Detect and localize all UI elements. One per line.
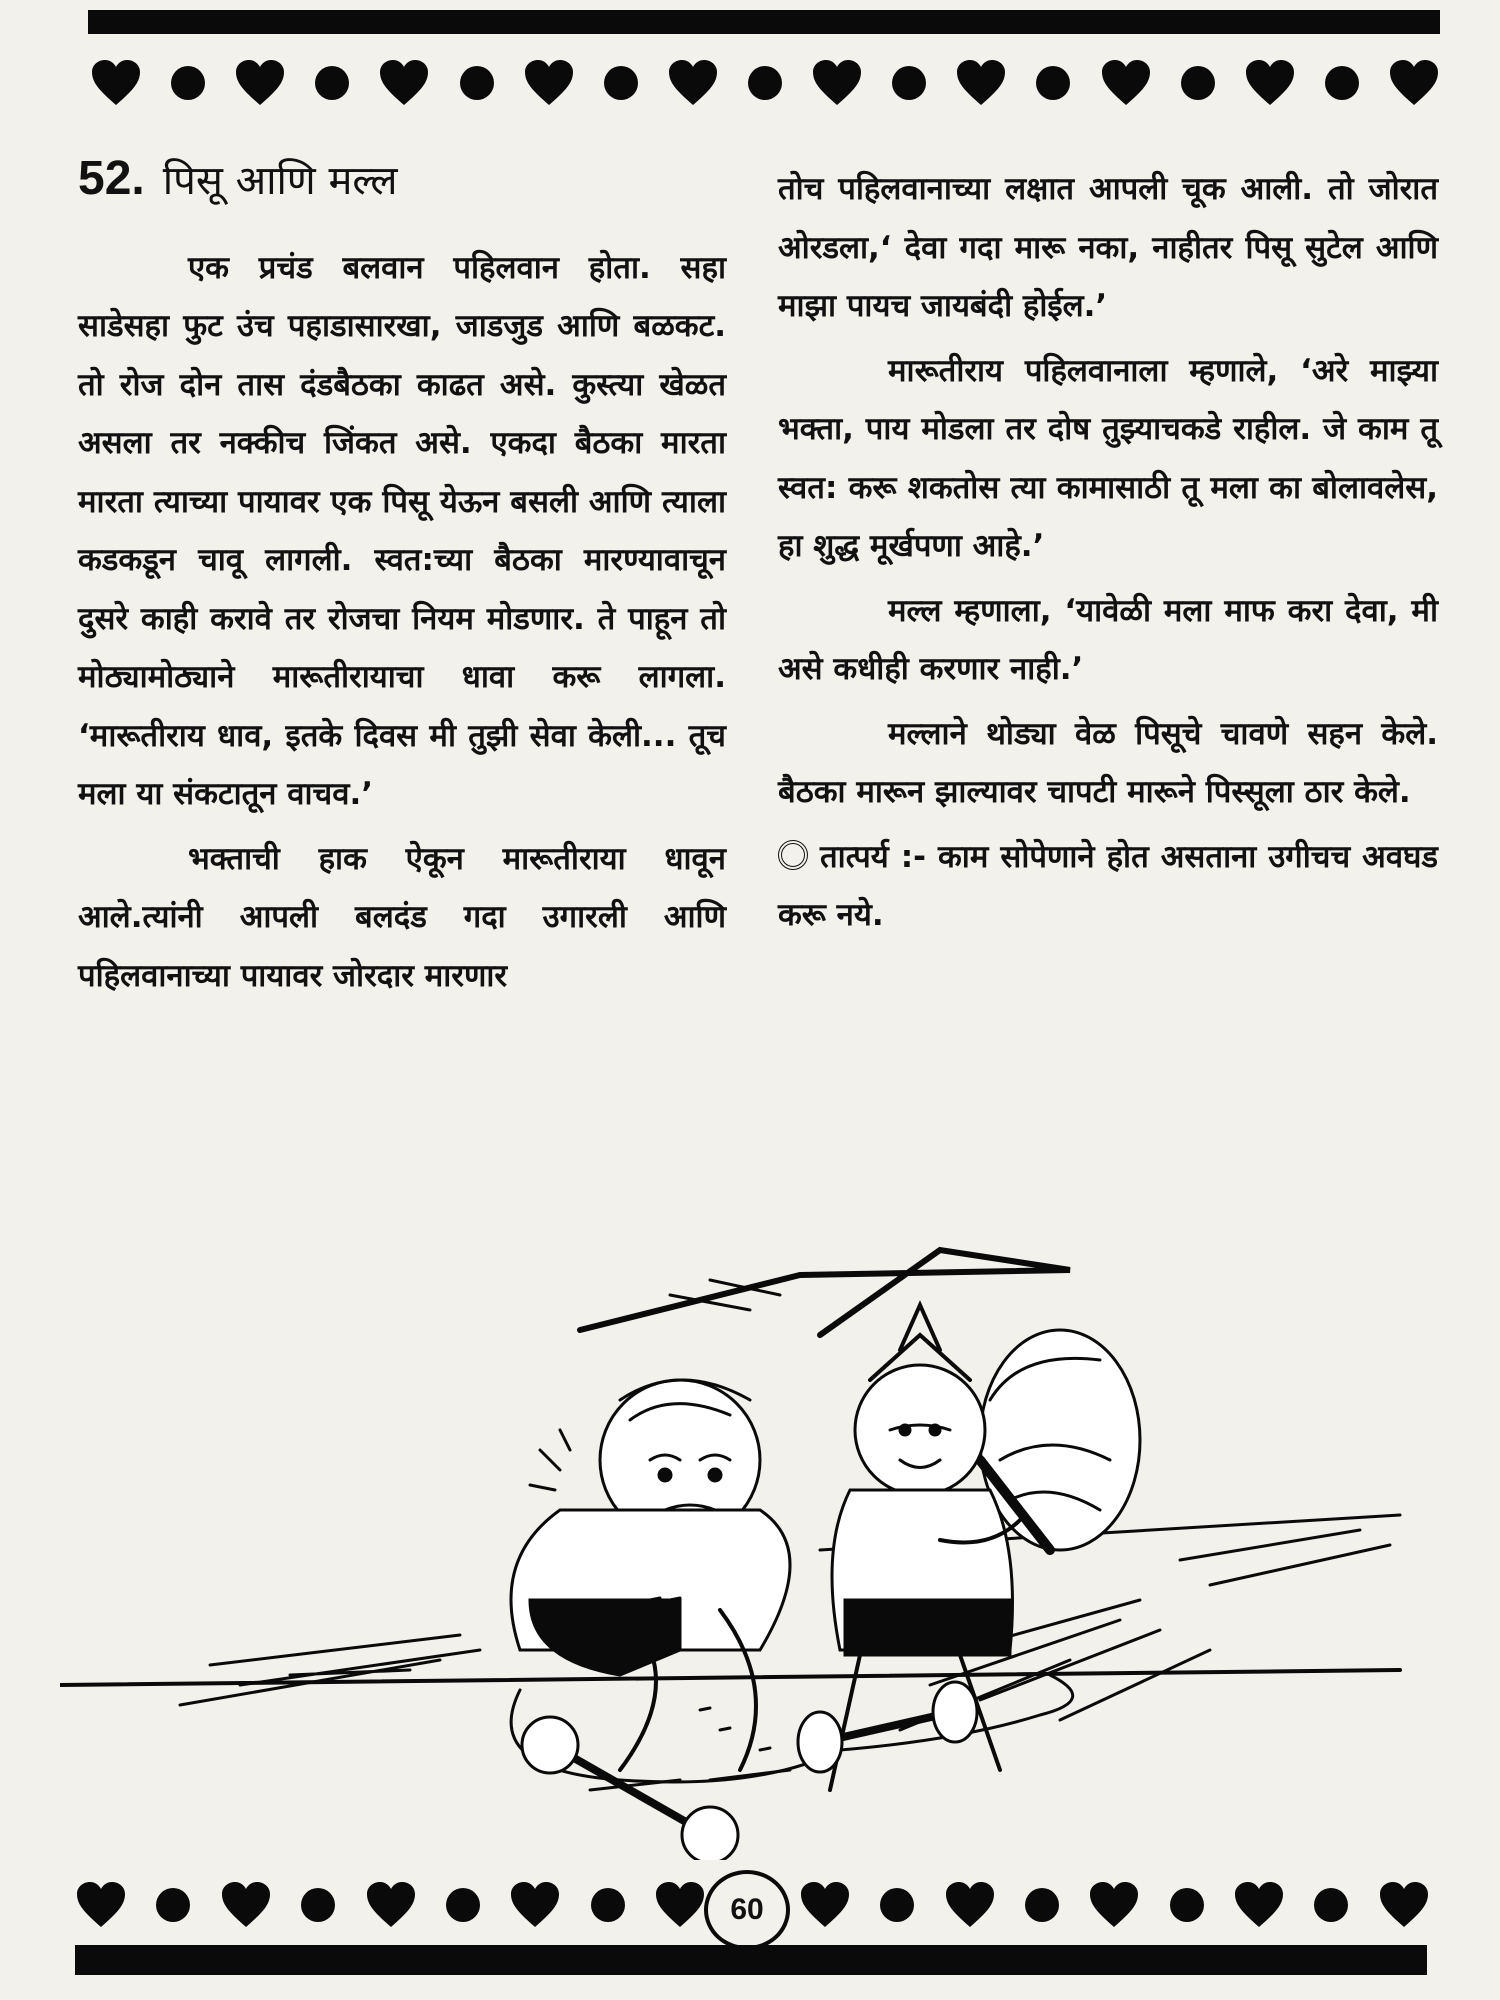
right-column bbox=[778, 160, 1438, 949]
page-number: 60 bbox=[704, 1870, 790, 1950]
heart-icon bbox=[1088, 1881, 1140, 1929]
heart-icon bbox=[811, 59, 863, 107]
dot-icon bbox=[1025, 1888, 1059, 1922]
heart-icon bbox=[365, 1881, 417, 1929]
dot-icon bbox=[460, 66, 494, 100]
paragraph: मारूतीराय पहिलवानाला म्हणाले, ‘अरे माझ्या भक्ता, पाय मोडला तर दोष तुझ्याचकडे राहील. जे काम तू स्वत: करू शकतोस त्या कामासाठी तू मला का बोलावलेस, हा शुद्ध मूर्खपणा आहे.’ bbox=[778, 352, 1438, 564]
heart-icon bbox=[509, 1881, 561, 1929]
moral bbox=[778, 828, 1438, 945]
heart-icon bbox=[234, 59, 286, 107]
heart-icon bbox=[220, 1881, 272, 1929]
left-column bbox=[78, 150, 726, 1009]
heart-icon bbox=[1388, 59, 1440, 107]
heart-icon bbox=[654, 1881, 706, 1929]
heart-icon bbox=[944, 1881, 996, 1929]
dot-icon bbox=[171, 66, 205, 100]
dot-icon bbox=[1036, 66, 1070, 100]
paragraph: मल्लाने थोड्या वेळ पिसूचे चावणे सहन केले. बैठका मारून झाल्यावर चापटी मारूने पिस्सूला ठार केले. bbox=[778, 715, 1438, 810]
heart-icon bbox=[1100, 59, 1152, 107]
paragraph: भक्ताची हाक ऐकून मारूतीराया धावून आले.त्यांनी आपली बलदंड गदा उगारली आणि पहिलवानाच्या पायावर जोरदार मारणार bbox=[78, 840, 726, 994]
wrestler-and-maruti-illustration bbox=[60, 1130, 1440, 1860]
heart-icon bbox=[378, 59, 430, 107]
dot-icon bbox=[446, 1888, 480, 1922]
heart-icon bbox=[955, 59, 1007, 107]
dot-icon bbox=[1170, 1888, 1204, 1922]
heart-icon bbox=[90, 59, 142, 107]
story-title-text: पिसू आणि मल्ल bbox=[162, 158, 398, 204]
heart-icon bbox=[1233, 1881, 1285, 1929]
dot-icon bbox=[604, 66, 638, 100]
heart-icon bbox=[1378, 1881, 1430, 1929]
moral-text: तात्पर्य :- काम सोपेणाने होत असताना उगीचच अवघड करू नये. bbox=[778, 838, 1438, 933]
dot-icon bbox=[156, 1888, 190, 1922]
top-rule bbox=[88, 10, 1440, 34]
dot-icon bbox=[1181, 66, 1215, 100]
paragraph: तोच पहिलवानाच्या लक्षात आपली चूक आली. तो जोरात ओरडला,‘ देवा गदा मारू नका, नाहीतर पिसू सुटेल आणि माझा पायच जायबंदी होईल.’ bbox=[778, 171, 1438, 324]
heart-icon bbox=[799, 1881, 851, 1929]
dot-icon bbox=[748, 66, 782, 100]
paragraph: मल्ल म्हणाला, ‘यावेळी मला माफ करा देवा, मी असे कधीही करणार नाही.’ bbox=[778, 592, 1438, 687]
story-title bbox=[78, 150, 726, 211]
story-number: 52. bbox=[78, 152, 145, 205]
heart-icon bbox=[75, 1881, 127, 1929]
dot-icon bbox=[301, 1888, 335, 1922]
heart-icon bbox=[1244, 59, 1296, 107]
paragraph: एक प्रचंड बलवान पहिलवान होता. सहा साडेसहा फुट उंच पहाडासारखा, जाडजुड आणि बळकट. तो रोज दोन तास दंडबैठका काढत असे. कुस्त्या खेळत असला तर नक्कीच जिंकत असे. एकदा बैठका मारता मारता त्याच्या पायावर एक पिसू येऊन बसली आणि त्याला कडकडून चावू लागली. स्वत:च्या बैठका मारण्यावाचून दुसरे काही करावे तर रोजचा नियम मोडणार. ते पाहून तो मोठ्यामोठ्याने मारूतीरायाचा धावा करू लागला. ‘मारूतीराय धाव, इतके दिवस मी तुझी सेवा केली... तूच मला या संकटातून वाचव.’ bbox=[78, 249, 726, 812]
dot-icon bbox=[1314, 1888, 1348, 1922]
dot-icon bbox=[315, 66, 349, 100]
dot-icon bbox=[892, 66, 926, 100]
bottom-rule bbox=[75, 1945, 1427, 1975]
dot-icon bbox=[880, 1888, 914, 1922]
dot-icon bbox=[591, 1888, 625, 1922]
bullseye-icon bbox=[778, 840, 808, 870]
dot-icon bbox=[1325, 66, 1359, 100]
top-heart-border bbox=[90, 48, 1440, 118]
heart-icon bbox=[523, 59, 575, 107]
heart-icon bbox=[667, 59, 719, 107]
